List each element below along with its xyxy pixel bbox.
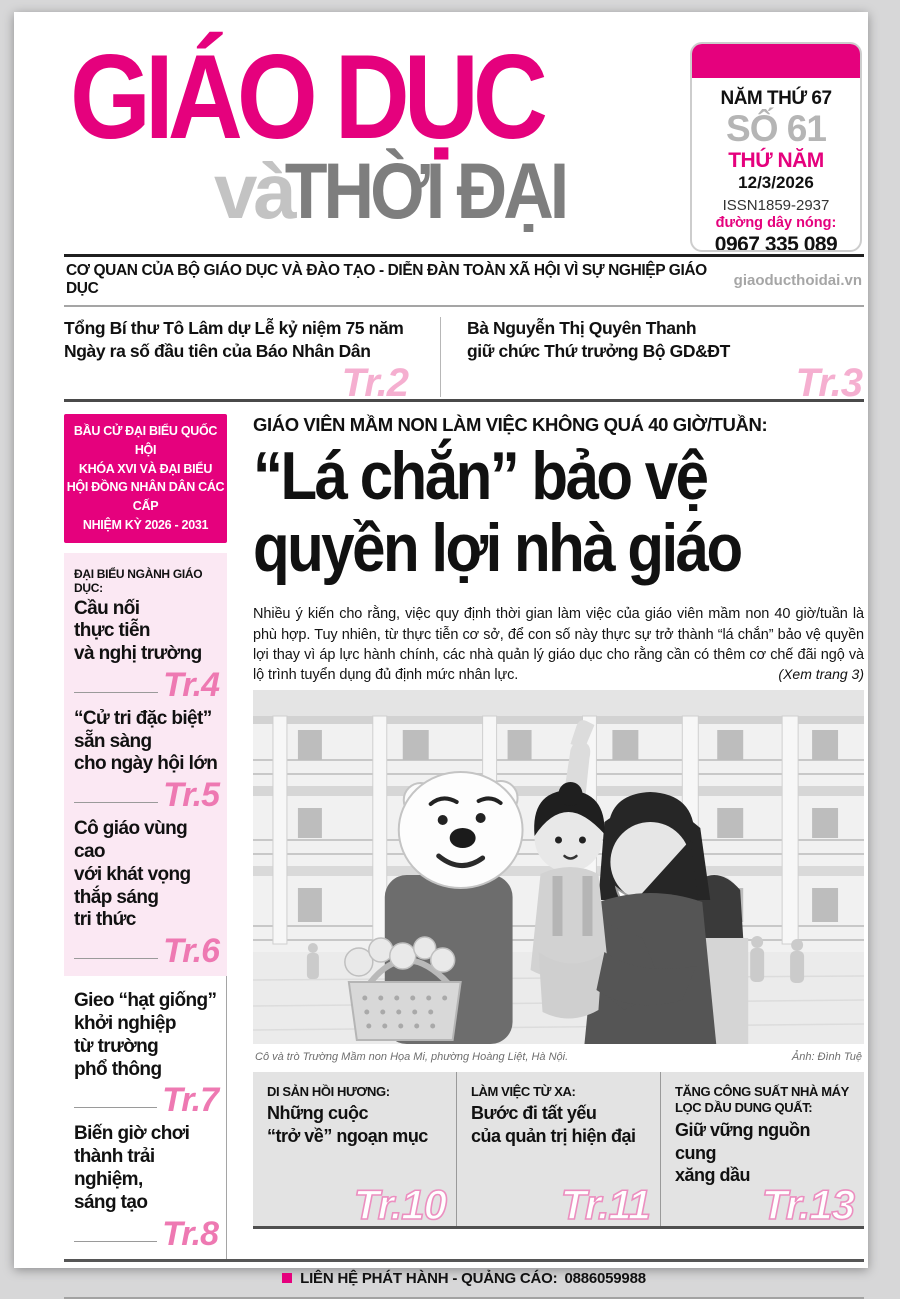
rule-line (74, 1241, 157, 1242)
continued-on-page-note: (Xem trang 3) (778, 665, 864, 682)
sidebar-item-tr8 (74, 1123, 218, 1253)
main-story-photo (253, 690, 864, 1044)
photo-caption: Cô và trò Trường Mầm non Họa Mi, phường Hoàng Liệt, Hà Nội. (255, 1050, 569, 1063)
footer-contact-phone: 0886059988 (564, 1269, 646, 1287)
newspaper-logo-main: GIÁO DỤC (70, 31, 542, 165)
bottom-teaser-2-kicker: LÀM VIỆC TỪ XA: (471, 1083, 576, 1099)
bottom-teaser-2 (456, 1072, 660, 1226)
left-sidebar (64, 414, 227, 1259)
sidebar-item-tr7 (74, 990, 218, 1120)
hotline-number: 0967 335 089 (714, 232, 838, 252)
newspaper-logo-sub (214, 147, 566, 235)
rule-line (74, 1107, 157, 1108)
rule-line (74, 802, 158, 803)
top-teaser-1 (64, 317, 440, 405)
top-teaser-2 (440, 317, 864, 405)
sidebar-item-tr8-page-number: Tr.8 (162, 1214, 218, 1253)
footer-contact-bar (64, 1259, 864, 1299)
publication-year-label: NĂM THỨ 67 (720, 88, 832, 109)
bottom-teaser-2-title: Bước đi tất yếu của quản trị hiện đại (471, 1103, 636, 1146)
top-teaser-1-title: Tổng Bí thư Tô Lâm dự Lễ kỷ niệm 75 năm Ngày ra số đầu tiên của Báo Nhân Dân (64, 318, 404, 361)
bottom-teaser-1-page-number: Tr.10 (353, 1180, 446, 1228)
bottom-teaser-3-title: Giữ vững nguồn cung xăng dầu (675, 1120, 811, 1186)
sidebar-item-tr5 (74, 707, 219, 815)
sidebar-item-tr8-title: Biến giờ chơi thành trải nghiệm, sáng tạo (74, 1123, 190, 1213)
photo-credit: Ảnh: Đình Tuệ (791, 1050, 862, 1063)
website-url: giaoducthoidai.vn (733, 271, 862, 289)
rule-line (74, 958, 158, 959)
tagline-bar (64, 254, 864, 307)
bottom-teaser-1 (253, 1072, 456, 1226)
main-story-headline: “Lá chắn” bảo vệ quyền lợi nhà giáo (253, 437, 741, 586)
main-content-row (64, 414, 864, 1259)
issue-date: 12/3/2026 (738, 172, 814, 192)
photo-caption-row (253, 1044, 864, 1072)
footer-contact-label: LIÊN HỆ PHÁT HÀNH - QUẢNG CÁO: (300, 1269, 558, 1287)
top-teaser-2-title: Bà Nguyễn Thị Quyên Thanh giữ chức Thứ trưởng Bộ GD&ĐT (467, 318, 730, 361)
top-teaser-1-page-number: Tr.2 (341, 361, 408, 405)
sidebar-item-tr5-title: “Cử tri đặc biệt” sẵn sàng cho ngày hội lớn (74, 707, 218, 775)
bottom-teaser-2-page-number: Tr.11 (560, 1180, 650, 1228)
sidebar-item-tr4-page-number: Tr.4 (163, 665, 219, 704)
sidebar-item-tr4-title: Cầu nối thực tiễn và nghị trường (74, 597, 202, 665)
sidebar-pink-section (64, 553, 227, 977)
hotline-label: đường dây nóng: (715, 215, 837, 232)
masthead (64, 32, 864, 254)
logo-word-and: và (214, 147, 293, 235)
main-story-column (227, 414, 864, 1259)
sidebar-item-tr6 (74, 818, 219, 971)
issue-number: SỐ 61 (726, 108, 826, 149)
sidebar-white-section (64, 976, 227, 1258)
sidebar-item-tr6-page-number: Tr.6 (163, 932, 219, 971)
sidebar-item-tr6-title: Cô giáo vùng cao với khát vọng thắp sáng tri thức (74, 818, 191, 931)
sidebar-item-tr7-title: Gieo “hạt giống” khởi nghiệp từ trường phổ thông (74, 990, 217, 1080)
main-story-kicker: GIÁO VIÊN MẦM NON LÀM VIỆC KHÔNG QUÁ 40 GIỜ/TUẦN: (253, 414, 768, 435)
main-story-lede: Nhiều ý kiến cho rằng, việc quy định thời gian làm việc của giáo viên mầm non 40 giờ/tuần là phù hợp. Tuy nhiên, từ thực tiễn cơ sở, để con số này thực sự trở thành “lá chắn” bảo vệ quyền lợi thay vì áp lực hành chính, các nhà quản lý giáo dục cho rằng cần có thêm cơ chế đãi ngộ và lộ trình tuyển dụng đủ định mức nhân lực. (253, 606, 864, 684)
top-teaser-row (64, 307, 864, 405)
sidebar-item-tr8-page-row (74, 1214, 218, 1253)
agency-tagline: CƠ QUAN CỦA BỘ GIÁO DỤC VÀ ĐÀO TẠO - DIỄN ĐÀN TOÀN XÃ HỘI VÌ SỰ NGHIỆP GIÁO DỤC (66, 262, 707, 297)
sidebar-item-tr6-page-row (74, 932, 219, 971)
sidebar-item-tr7-page-row (74, 1081, 218, 1120)
rule-line (74, 692, 158, 693)
sidebar-item-tr5-page-row (74, 776, 219, 815)
newspaper-front-page (14, 12, 868, 1287)
bottom-teaser-3 (660, 1072, 864, 1226)
sidebar-item-tr4-page-row (74, 665, 219, 704)
bottom-teaser-strip (253, 1072, 864, 1229)
issue-info-header-bar (692, 44, 860, 78)
sidebar-item-tr5-page-number: Tr.5 (163, 776, 219, 815)
issue-weekday: THỨ NĂM (728, 148, 824, 172)
bottom-teaser-3-kicker: TĂNG CÔNG SUẤT NHÀ MÁY LỌC DẦU DUNG QUẤT: (675, 1083, 849, 1116)
bottom-teaser-1-kicker: DI SẢN HỒI HƯƠNG: (267, 1083, 390, 1099)
logo-word-thoidai: THỜI ĐẠI (284, 147, 566, 235)
bottom-teaser-1-title: Những cuộc “trở về” ngoạn mục (267, 1103, 428, 1146)
sidebar-item-tr4-kicker: ĐẠI BIỂU NGÀNH GIÁO DỤC: (74, 566, 203, 595)
issue-info-box (690, 42, 862, 252)
top-teaser-2-page-number: Tr.3 (795, 361, 862, 405)
sidebar-item-tr7-page-number: Tr.7 (162, 1081, 218, 1120)
bottom-teaser-3-page-number: Tr.13 (761, 1180, 854, 1228)
election-notice-box: BẦU CỬ ĐẠI BIỂU QUỐC HỘI KHÓA XVI VÀ ĐẠI BIỂU HỘI ĐỒNG NHÂN DÂN CÁC CẤP NHIỆM KỲ 2026 - 2031 (64, 414, 227, 543)
sidebar-item-tr4 (74, 567, 219, 702)
pink-square-bullet-icon (282, 1273, 292, 1283)
issn-number: ISSN1859-2937 (722, 197, 830, 215)
